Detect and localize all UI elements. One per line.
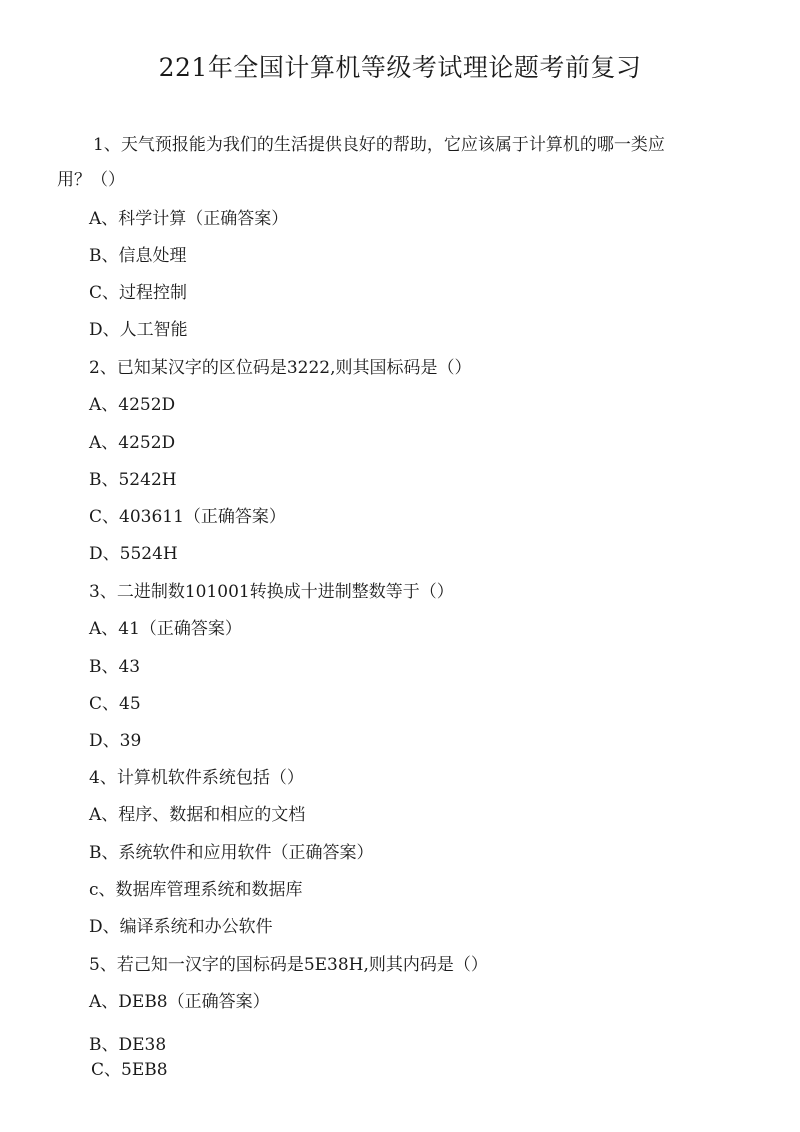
option-c: C、过程控制 bbox=[89, 283, 188, 303]
option-a: A、41（正确答案） bbox=[89, 619, 242, 639]
option-a-duplicate: A、4252D bbox=[89, 433, 176, 453]
option-c: C、5EB8 bbox=[91, 1060, 168, 1080]
question-stem: 3、二进制数101001转换成十进制整数等于（） bbox=[89, 582, 454, 602]
option-c: c、数据库管理系统和数据库 bbox=[89, 880, 303, 900]
option-d: D、39 bbox=[89, 731, 142, 751]
option-a: A、科学计算（正确答案） bbox=[89, 209, 289, 229]
option-b: B、DE38 bbox=[89, 1035, 167, 1055]
option-b: B、43 bbox=[89, 657, 141, 677]
option-d: D、人工智能 bbox=[89, 320, 188, 340]
question-stem: 1、天气预报能为我们的生活提供良好的帮助，它应该属于计算机的哪一类应 bbox=[93, 135, 665, 155]
option-c: C、45 bbox=[89, 694, 141, 714]
question-stem: 5、若己知一汉字的国标码是5E38H,则其内码是（） bbox=[89, 955, 488, 975]
option-a: A、程序、数据和相应的文档 bbox=[89, 805, 306, 825]
option-c: C、403611（正确答案） bbox=[89, 507, 286, 527]
option-b: B、5242H bbox=[89, 470, 177, 490]
question-stem: 2、已知某汉字的区位码是3222,则其国标码是（） bbox=[89, 358, 472, 378]
option-d: D、编译系统和办公软件 bbox=[89, 917, 273, 937]
question-stem-continued: 用？（） bbox=[57, 170, 125, 190]
option-a: A、DEB8（正确答案） bbox=[89, 992, 270, 1012]
option-d: D、5524H bbox=[89, 544, 178, 564]
option-b: B、信息处理 bbox=[89, 246, 187, 266]
option-a: A、4252D bbox=[89, 395, 176, 415]
question-stem: 4、计算机软件系统包括（） bbox=[89, 768, 304, 788]
option-b: B、系统软件和应用软件（正确答案） bbox=[89, 843, 374, 863]
page-title: 221年全国计算机等级考试理论题考前复习 bbox=[158, 53, 642, 82]
